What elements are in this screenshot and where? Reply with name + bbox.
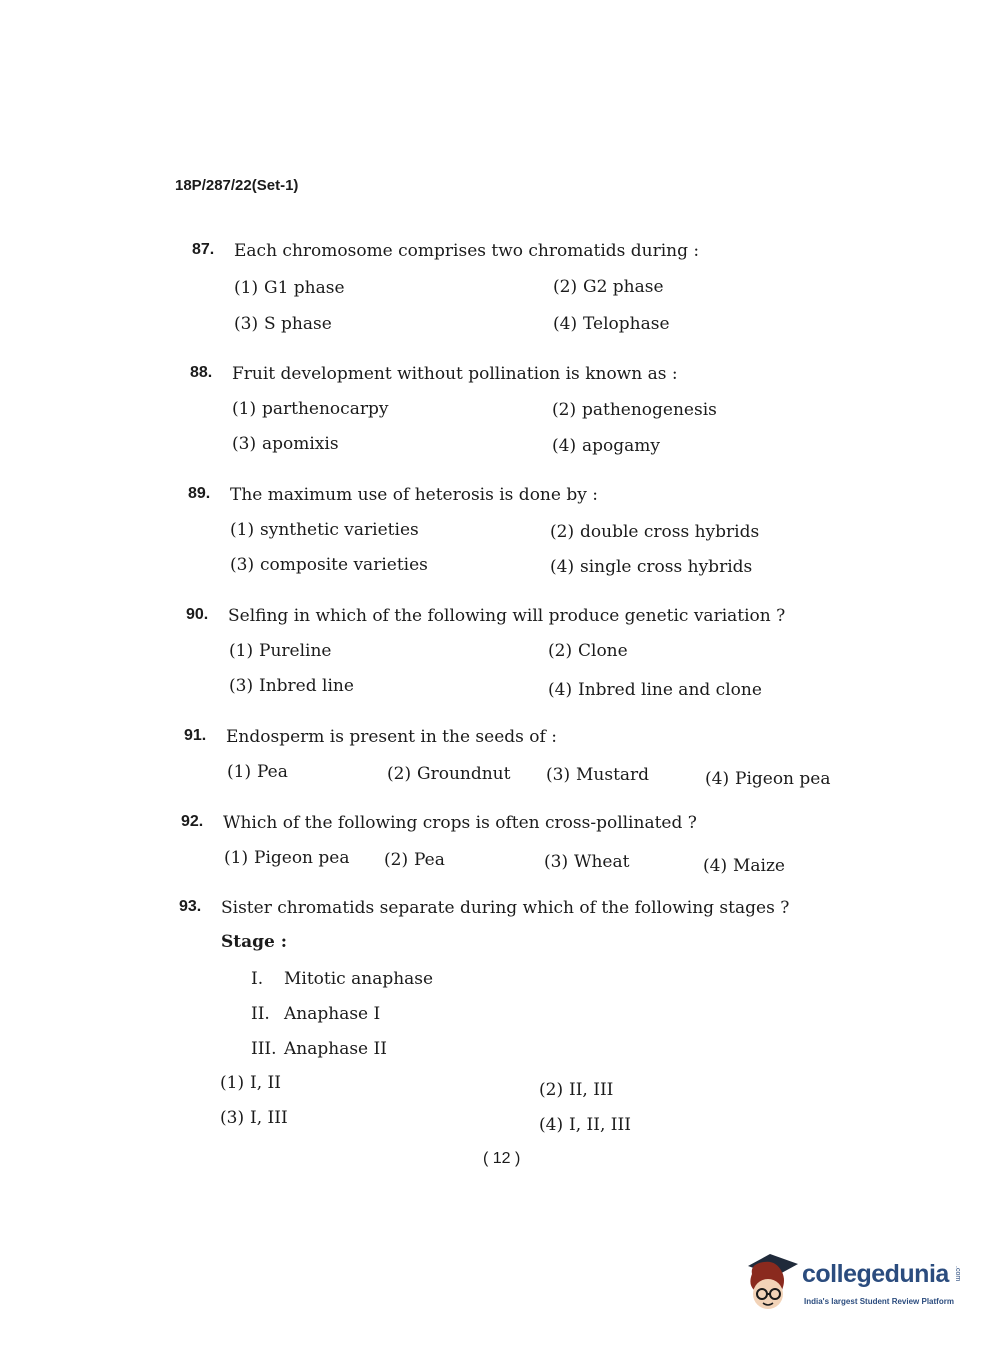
question-number: 93. bbox=[179, 898, 202, 915]
option: (4) Telophase bbox=[553, 314, 670, 334]
question-number: 87. bbox=[192, 241, 215, 258]
brand-name: collegedunia bbox=[802, 1260, 949, 1288]
question-number: 92. bbox=[181, 813, 204, 830]
option: (3) apomixis bbox=[232, 434, 339, 454]
option: (1) Pigeon pea bbox=[224, 848, 350, 868]
mascot-icon bbox=[742, 1250, 800, 1316]
option: (4) Inbred line and clone bbox=[548, 680, 762, 700]
option: (3) I, III bbox=[220, 1108, 288, 1128]
question-number: 89. bbox=[188, 485, 211, 502]
option: (3) S phase bbox=[234, 314, 332, 334]
question-text: The maximum use of heterosis is done by : bbox=[230, 485, 598, 505]
question-text: Fruit development without pollination is known as : bbox=[232, 364, 678, 384]
option: (1) parthenocarpy bbox=[232, 399, 389, 419]
page-number: ( 12 ) bbox=[483, 1150, 521, 1167]
option: (4) Maize bbox=[703, 856, 785, 876]
option: (1) synthetic varieties bbox=[230, 520, 419, 540]
brand-tagline: India's largest Student Review Platform bbox=[804, 1297, 954, 1306]
option: (1) Pureline bbox=[229, 641, 332, 661]
option: (2) pathenogenesis bbox=[552, 400, 717, 420]
collegedunia-watermark bbox=[742, 1250, 970, 1320]
option: (2) Clone bbox=[548, 641, 628, 661]
question-text: Endosperm is present in the seeds of : bbox=[226, 727, 557, 747]
option: (3) composite varieties bbox=[230, 555, 428, 575]
option: (2) Groundnut bbox=[387, 764, 511, 784]
option: (4) single cross hybrids bbox=[550, 557, 753, 577]
question-text: Each chromosome comprises two chromatids during : bbox=[234, 241, 700, 261]
option: (1) Pea bbox=[227, 762, 288, 782]
option: (3) Wheat bbox=[544, 852, 630, 872]
option: (3) Inbred line bbox=[229, 676, 354, 696]
option: (4) apogamy bbox=[552, 436, 660, 456]
brand-suffix: .com bbox=[954, 1266, 961, 1282]
question-number: 91. bbox=[184, 727, 207, 744]
stage-item: II. Anaphase I bbox=[251, 1004, 381, 1024]
question-text: Selfing in which of the following will produce genetic variation ? bbox=[228, 606, 786, 626]
stage-item: I. Mitotic anaphase bbox=[251, 969, 434, 989]
question-number: 90. bbox=[186, 606, 209, 623]
option: (1) I, II bbox=[220, 1073, 281, 1093]
question-text: Sister chromatids separate during which of the following stages ? bbox=[221, 898, 790, 918]
option: (3) Mustard bbox=[546, 765, 650, 785]
question-text: Which of the following crops is often cross-pollinated ? bbox=[223, 813, 697, 833]
question-number: 88. bbox=[190, 364, 213, 381]
option: (2) II, III bbox=[539, 1080, 614, 1100]
stage-item: III. Anaphase II bbox=[251, 1039, 387, 1059]
option: (2) G2 phase bbox=[553, 277, 664, 297]
option: (1) G1 phase bbox=[234, 278, 345, 298]
option: (2) Pea bbox=[384, 850, 445, 870]
option: (4) I, II, III bbox=[539, 1115, 631, 1135]
option: (4) Pigeon pea bbox=[705, 769, 831, 789]
stage-label: Stage : bbox=[221, 932, 288, 952]
option: (2) double cross hybrids bbox=[550, 522, 760, 542]
paper-code: 18P/287/22(Set-1) bbox=[175, 177, 299, 194]
